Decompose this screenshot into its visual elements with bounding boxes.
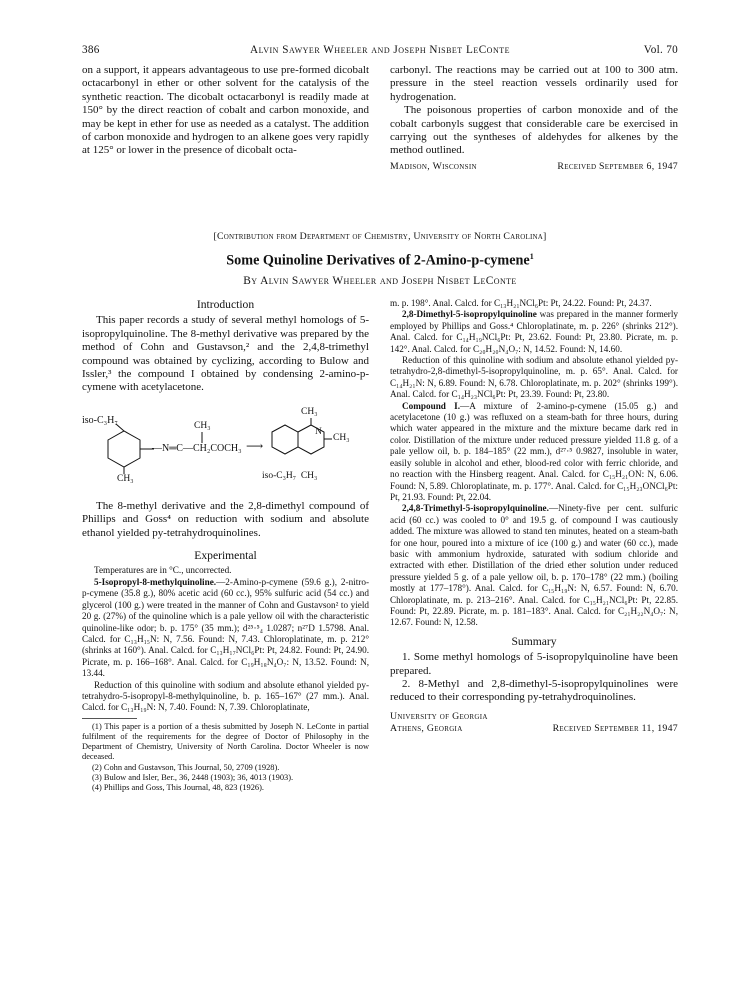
contribution-line: [Contribution from Department of Chemistry, University of North Carolina] [213, 231, 547, 242]
compound-name: 2,4,8-Trimethyl-5-isopropylquinoline. [402, 503, 549, 514]
page-number: 386 [82, 44, 100, 56]
running-head [82, 44, 678, 60]
experimental-body: —2-Amino-p-cymene (59.6 g.), 2-nitro-p-cymene (35.8 g.), 80% acetic acid (60 cc.), 95% sulfuric acid (54 cc.) and glycerol (100 g.) were treated in the manner of Cohn and Gustavson² to yield 20 g. (27%) of the quinoline which is a pale yellow oil with the characteristic quinoline-like odor; b. p. 175° (35 mm.); d²⁵·⁵₄ 1.0287; n²⁷D 1.5798. Anal. Calcd. for C₁₃H₁₅N: N, 7.56. Found: N, 7.43. Chloroplatinate, m. p. 212° (shrinks at 160°). Anal. Calcd. for C₁₃H₁₇NCl₆Pt: Pt, 24.82. Found: Pt, 24.90. Picrate, m. p. 166–168°. Anal. Calcd. for C₁₉H₁₈N₄O₇: N, 13.52. Found: N, 13.44. [82, 576, 369, 679]
section-heading-introduction: Introduction [196, 298, 255, 311]
experimental-body: was prepared in the manner formerly employed by Phillips and Goss.⁴ Chloroplatinate, m. p. 226° (shrinks 212°). Anal. Calcd. for C₁₄H₁₉NCl₆Pt: Pt, 23.62. Found: Pt, 23.80. Picrate, m. p. 142°. Anal. Calcd. for C₂₀H₂₀N₄O₇: N, 14.52. Found: N, 14.60. [390, 309, 678, 354]
experimental-paragraph: Reduction of this quinoline with sodium and absolute ethanol yielded py-tetrahydro-5-isopropyl-8-methylquinoline, b. p. 165–167° (27 mm.). Anal. Calcd. for C₁₃H₁₉N: N, 7.40. Found: N, 7.39. Chloroplatinate, [82, 679, 369, 713]
experimental-text [82, 565, 369, 713]
experimental-body: —Ninety-five per cent. sulfuric acid (60 cc.) was cooled to 0° and 19.5 g. of compound I was cautiously added. The mixture was allowed to stand ten minutes, heated on a steam-bath for one hour, poured into a mixture of ice (100 g.) and water (60 cc.), made basic with ammonium hydroxide, saturated with sodium chloride and extracted with ether. Distillation of the dried ether solution under reduced pressure yielded 5 g. of a pale yellow oil, b. p. 170–178° (22 mm.) (boiling mostly at 177–178°). Anal. Calcd. for C₁₅H₁₉N: N, 6.57. Found: N, 6.70. Chloroplatinate, m. p. 213–216°. Anal. Calcd. for C₁₅H₂₁NCl₆Pt: Pt, 22.85. Found: Pt, 22.89. Picrate, m. p. 181–183°. Anal. Calcd. for C₂₁H₂₂N₄O₇: N, 12.67. Found: N, 12.58. [390, 503, 678, 628]
byline: By Alvin Sawyer Wheeler and Joseph Nisbet LeConte [243, 275, 517, 287]
intro-paragraph: The 8-methyl derivative and the 2,8-dimethyl compound of Phillips and Goss⁴ on reduction with sodium and absolute ethanol yielded py-tetrahydroquinolines. [82, 499, 369, 539]
summary-item: 2. 8-Methyl and 2,8-dimethyl-5-isopropylquinolines were reduced to their corresponding py-tetrahydroquinolines. [390, 678, 678, 704]
scheme-ch3-ring-left: CH₃ [117, 473, 134, 484]
prev-article-right-column [390, 64, 678, 173]
article-title [82, 252, 678, 270]
footnotes [82, 722, 369, 793]
scheme-ch3-chain: CH₃ [194, 420, 211, 431]
running-authors: Alvin Sawyer Wheeler and Joseph Nisbet LeConte [250, 44, 510, 56]
compound-name: Compound I. [402, 400, 461, 411]
affiliation-city: Athens, Georgia [390, 722, 463, 734]
left-column [82, 298, 369, 793]
ring-right-a [272, 425, 298, 454]
scheme-chain: —N═C—CH₂COCH₃ [152, 442, 242, 454]
experimental-body: —A mixture of 2-amino-p-cymene (15.05 g.) and acetylacetone (10 g.) was refluxed on a steam-bath for three hours, during which water appeared in the mixture and the mixture became dark red in color. Distillation of the mixture under reduced pressure yielded 11.8 g. of a pale yellow oil, b. p. 184–185° (22 mm.), d²⁷·⁵ 0.9827, insoluble in water, easily soluble in alcohol and ether, blood-red color with ferric chloride, and no reaction with the Hinsberg reagent. Anal. Calcd. for C₁₅H₂₁ON: N, 6.06. Found: N, 5.89. Chloroplatinate, m. p. 177°. Anal. Calcd. for C₁₅H₂₃ONCl₆Pt: Pt, 21.93. Found: Pt, 22.04. [390, 400, 678, 502]
experimental-paragraph: m. p. 198°. Anal. Calcd. for C₁₃H₂₁NCl₆Pt: Pt, 24.22. Found: Pt, 24.37. [390, 298, 652, 308]
experimental-paragraph [390, 401, 678, 504]
prev-article-paragraph: carbonyl. The reactions may be carried out at 100 to 300 atm. pressure in the steel reaction vessels ordinarily used for hydrogenation. [390, 64, 678, 103]
footnote: (4) Phillips and Goss, This Journal, 48, 823 (1926). [92, 782, 264, 792]
experimental-paragraph [390, 309, 678, 355]
scheme-right-bottom: iso-C₃H₇ CH₃ [262, 470, 318, 481]
experimental-paragraph: Reduction of this quinoline with sodium and absolute ethanol yielded py-tetrahydro-2,8-dimethyl-5-isopropylquinoline, m. p. 65°. Anal. Calcd. for C₁₄H₂₁N: N, 6.89. Found: N, 6.78. Chloroplatinate, m. p. 202° (shrinks 199°). Anal. Calcd. for C₁₄H₂₃NCl₆Pt: Pt, 23.39. Found: Pt, 23.80. [390, 355, 678, 400]
section-heading-summary: Summary [511, 634, 557, 648]
experimental-paragraph: Temperatures are in °C., uncorrected. [94, 565, 232, 576]
received-date: Received September 6, 1947 [557, 160, 678, 172]
affiliation-dateline [390, 723, 678, 735]
experimental-paragraph [390, 503, 678, 628]
author-affiliation [390, 711, 678, 735]
affiliation-university: University of Georgia [390, 710, 488, 722]
prev-article-left-column [82, 64, 369, 158]
scheme-arrow: ⟶ [246, 438, 264, 453]
footnote: (2) Cohn and Gustavson, This Journal, 50, 2709 (1928). [92, 762, 280, 772]
received-date: Received September 11, 1947 [552, 722, 678, 734]
footnote: (3) Bulow and Isler, Ber., 36, 2448 (1903); 36, 4013 (1903). [92, 772, 294, 782]
scheme-ch3-right-top: CH₃ [301, 406, 318, 417]
experimental-paragraph [82, 577, 369, 680]
compound-name: 2,8-Dimethyl-5-isopropylquinoline [402, 309, 537, 320]
compound-name: 5-Isopropyl-8-methylquinoline. [94, 576, 217, 587]
footnote-rule [82, 718, 137, 719]
prev-article-dateline [390, 160, 678, 173]
article-title-text: Some Quinoline Derivatives of 2-Amino-p-cymene [226, 252, 530, 269]
summary-section [390, 635, 678, 705]
scheme-iso-propyl-left: iso-C₃H₇ [82, 414, 118, 426]
summary-item: 1. Some methyl homologs of 5-isopropylquinoline have been prepared. [390, 651, 678, 677]
title-footnote-mark: 1 [529, 252, 534, 261]
benzene-ring-left [108, 431, 140, 467]
footnote: (1) This paper is a portion of a thesis submitted by Joseph N. LeConte in partial fulfilment of the requirements for the degree of Doctor of Philosophy in the Department of Chemistry, University of North Carolina. Doctor Wheeler is now deceased. [82, 721, 369, 762]
scheme-nitrogen: N [315, 426, 322, 437]
prev-article-text: on a support, it appears advantageous to use pre-formed dicobalt octacarbonyl in ether or other solvent for the catalysis of the synthetic reaction. The dicobalt octacarbonyl is readily made at 150° by the direct reaction of cobalt and carbon monoxide, and may be kept in ether for use as needed as a catalyst. The addition of carbon monoxide and hydrogen to an alkene goes very rapidly at 125° or lower in the presence of dicobalt octa- [82, 64, 369, 157]
volume-label: Vol. 70 [643, 44, 678, 56]
intro-paragraph: This paper records a study of several methyl homologs of 5-isopropylquinoline. The 8-methyl derivative was prepared by the method of Cohn and Gustavson,² and the 2,4,8-trimethyl compound was obtained by cyclizing, according to Bulow and Issler,³ the compound I obtained by condensing 2-amino-p-cymene with acetylacetone. [82, 314, 369, 394]
right-column [390, 298, 678, 735]
scheme-ch3-right-side: CH₃ [333, 432, 350, 443]
reaction-scheme [82, 398, 369, 496]
location: Madison, Wisconsin [390, 160, 477, 172]
prev-article-paragraph: The poisonous properties of carbon monoxide and of the cobalt carbonyls suggest that considerable care be exercised in carrying out the syntheses of aldehydes for alkenes by the method outlined. [390, 104, 678, 157]
section-heading-experimental: Experimental [194, 549, 257, 563]
